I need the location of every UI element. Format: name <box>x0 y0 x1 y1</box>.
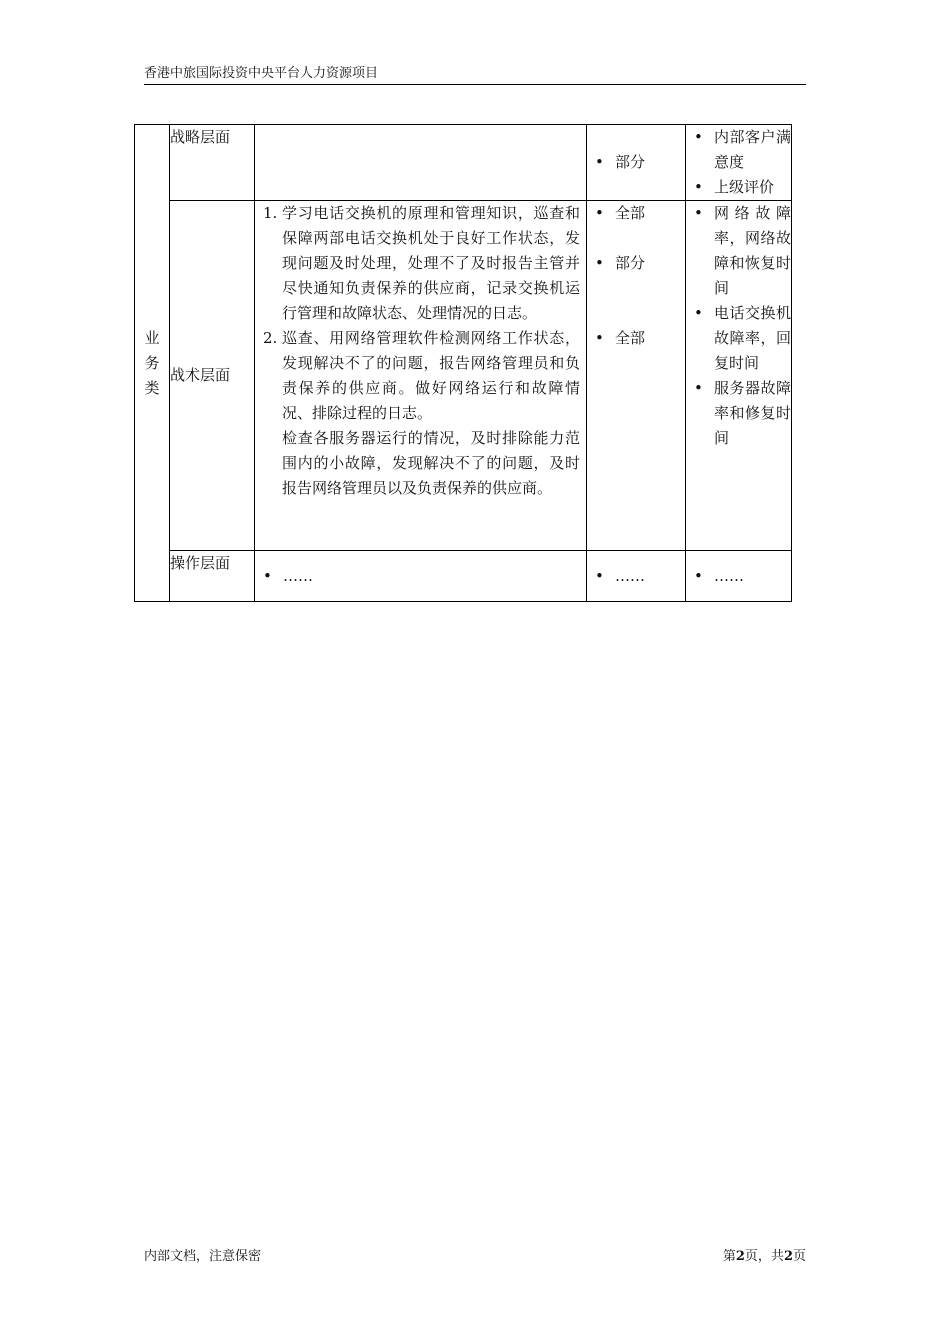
coverage-cell <box>587 551 686 602</box>
level-label: 战略层面 <box>170 128 231 146</box>
indicator-item: • …… <box>686 564 791 589</box>
indicator-item: • 网络故障率，网络故障和恢复时间 <box>686 201 791 301</box>
coverage-cell <box>587 201 686 551</box>
coverage-item: • …… <box>587 564 685 589</box>
indicator-cell <box>686 201 792 551</box>
level-label: 战术层面 <box>170 366 231 384</box>
duty-cell <box>255 125 587 201</box>
level-cell <box>170 551 255 602</box>
footer-page-number: 第2页，共2页 <box>722 1249 806 1264</box>
duty-item: 2. 巡查、用网络管理软件检测网络工作状态，发现解决不了的问题，报告网络管理员和负责保养的供应商。做好网络运行和故障情况、排除过程的日志。 <box>263 329 580 422</box>
indicator-item: • 上级评价 <box>686 175 791 200</box>
duty-cell <box>255 201 587 551</box>
indicator-cell <box>686 551 792 602</box>
duty-extra: 检查各服务器运行的情况，及时排除能力范围内的小故障，发现解决不了的问题，及时报告网络管理员以及负责保养的供应商。 <box>282 429 580 497</box>
table-row <box>135 125 792 201</box>
category-cell <box>135 125 170 602</box>
level-cell <box>170 125 255 201</box>
current-page: 2 <box>735 1249 745 1264</box>
responsibility-table <box>134 124 792 602</box>
table-row <box>135 201 792 551</box>
level-label: 操作层面 <box>170 554 231 572</box>
category-label: 业务类 <box>144 328 160 397</box>
duty-item: • …… <box>255 564 586 589</box>
coverage-item: • 全部 <box>587 201 685 226</box>
duty-cell <box>255 551 587 602</box>
duty-item: 1. 学习电话交换机的原理和管理知识，巡查和保障两部电话交换机处于良好工作状态，发现问题及时处理，处理不了及时报告主管并尽快通知负责保养的供应商，记录交换机运行管理和故障状态、处理情况的日志。 <box>263 204 580 322</box>
indicator-item: • 电话交换机故障率，回复时间 <box>686 301 791 376</box>
table-row <box>135 551 792 602</box>
indicator-cell <box>686 125 792 201</box>
header-title: 香港中旅国际投资中央平台人力资源项目 <box>144 66 379 81</box>
total-pages: 2 <box>783 1249 793 1264</box>
level-cell <box>170 201 255 551</box>
footer-confidential: 内部文档，注意保密 <box>144 1249 262 1264</box>
indicator-item: • 内部客户满意度 <box>686 125 791 175</box>
page-header <box>144 64 806 85</box>
indicator-item: • 服务器故障率和修复时间 <box>686 376 791 451</box>
coverage-item: • 全部 <box>587 326 685 351</box>
coverage-item: • 部分 <box>587 150 685 175</box>
coverage-item: • 部分 <box>587 251 685 276</box>
coverage-cell <box>587 125 686 201</box>
